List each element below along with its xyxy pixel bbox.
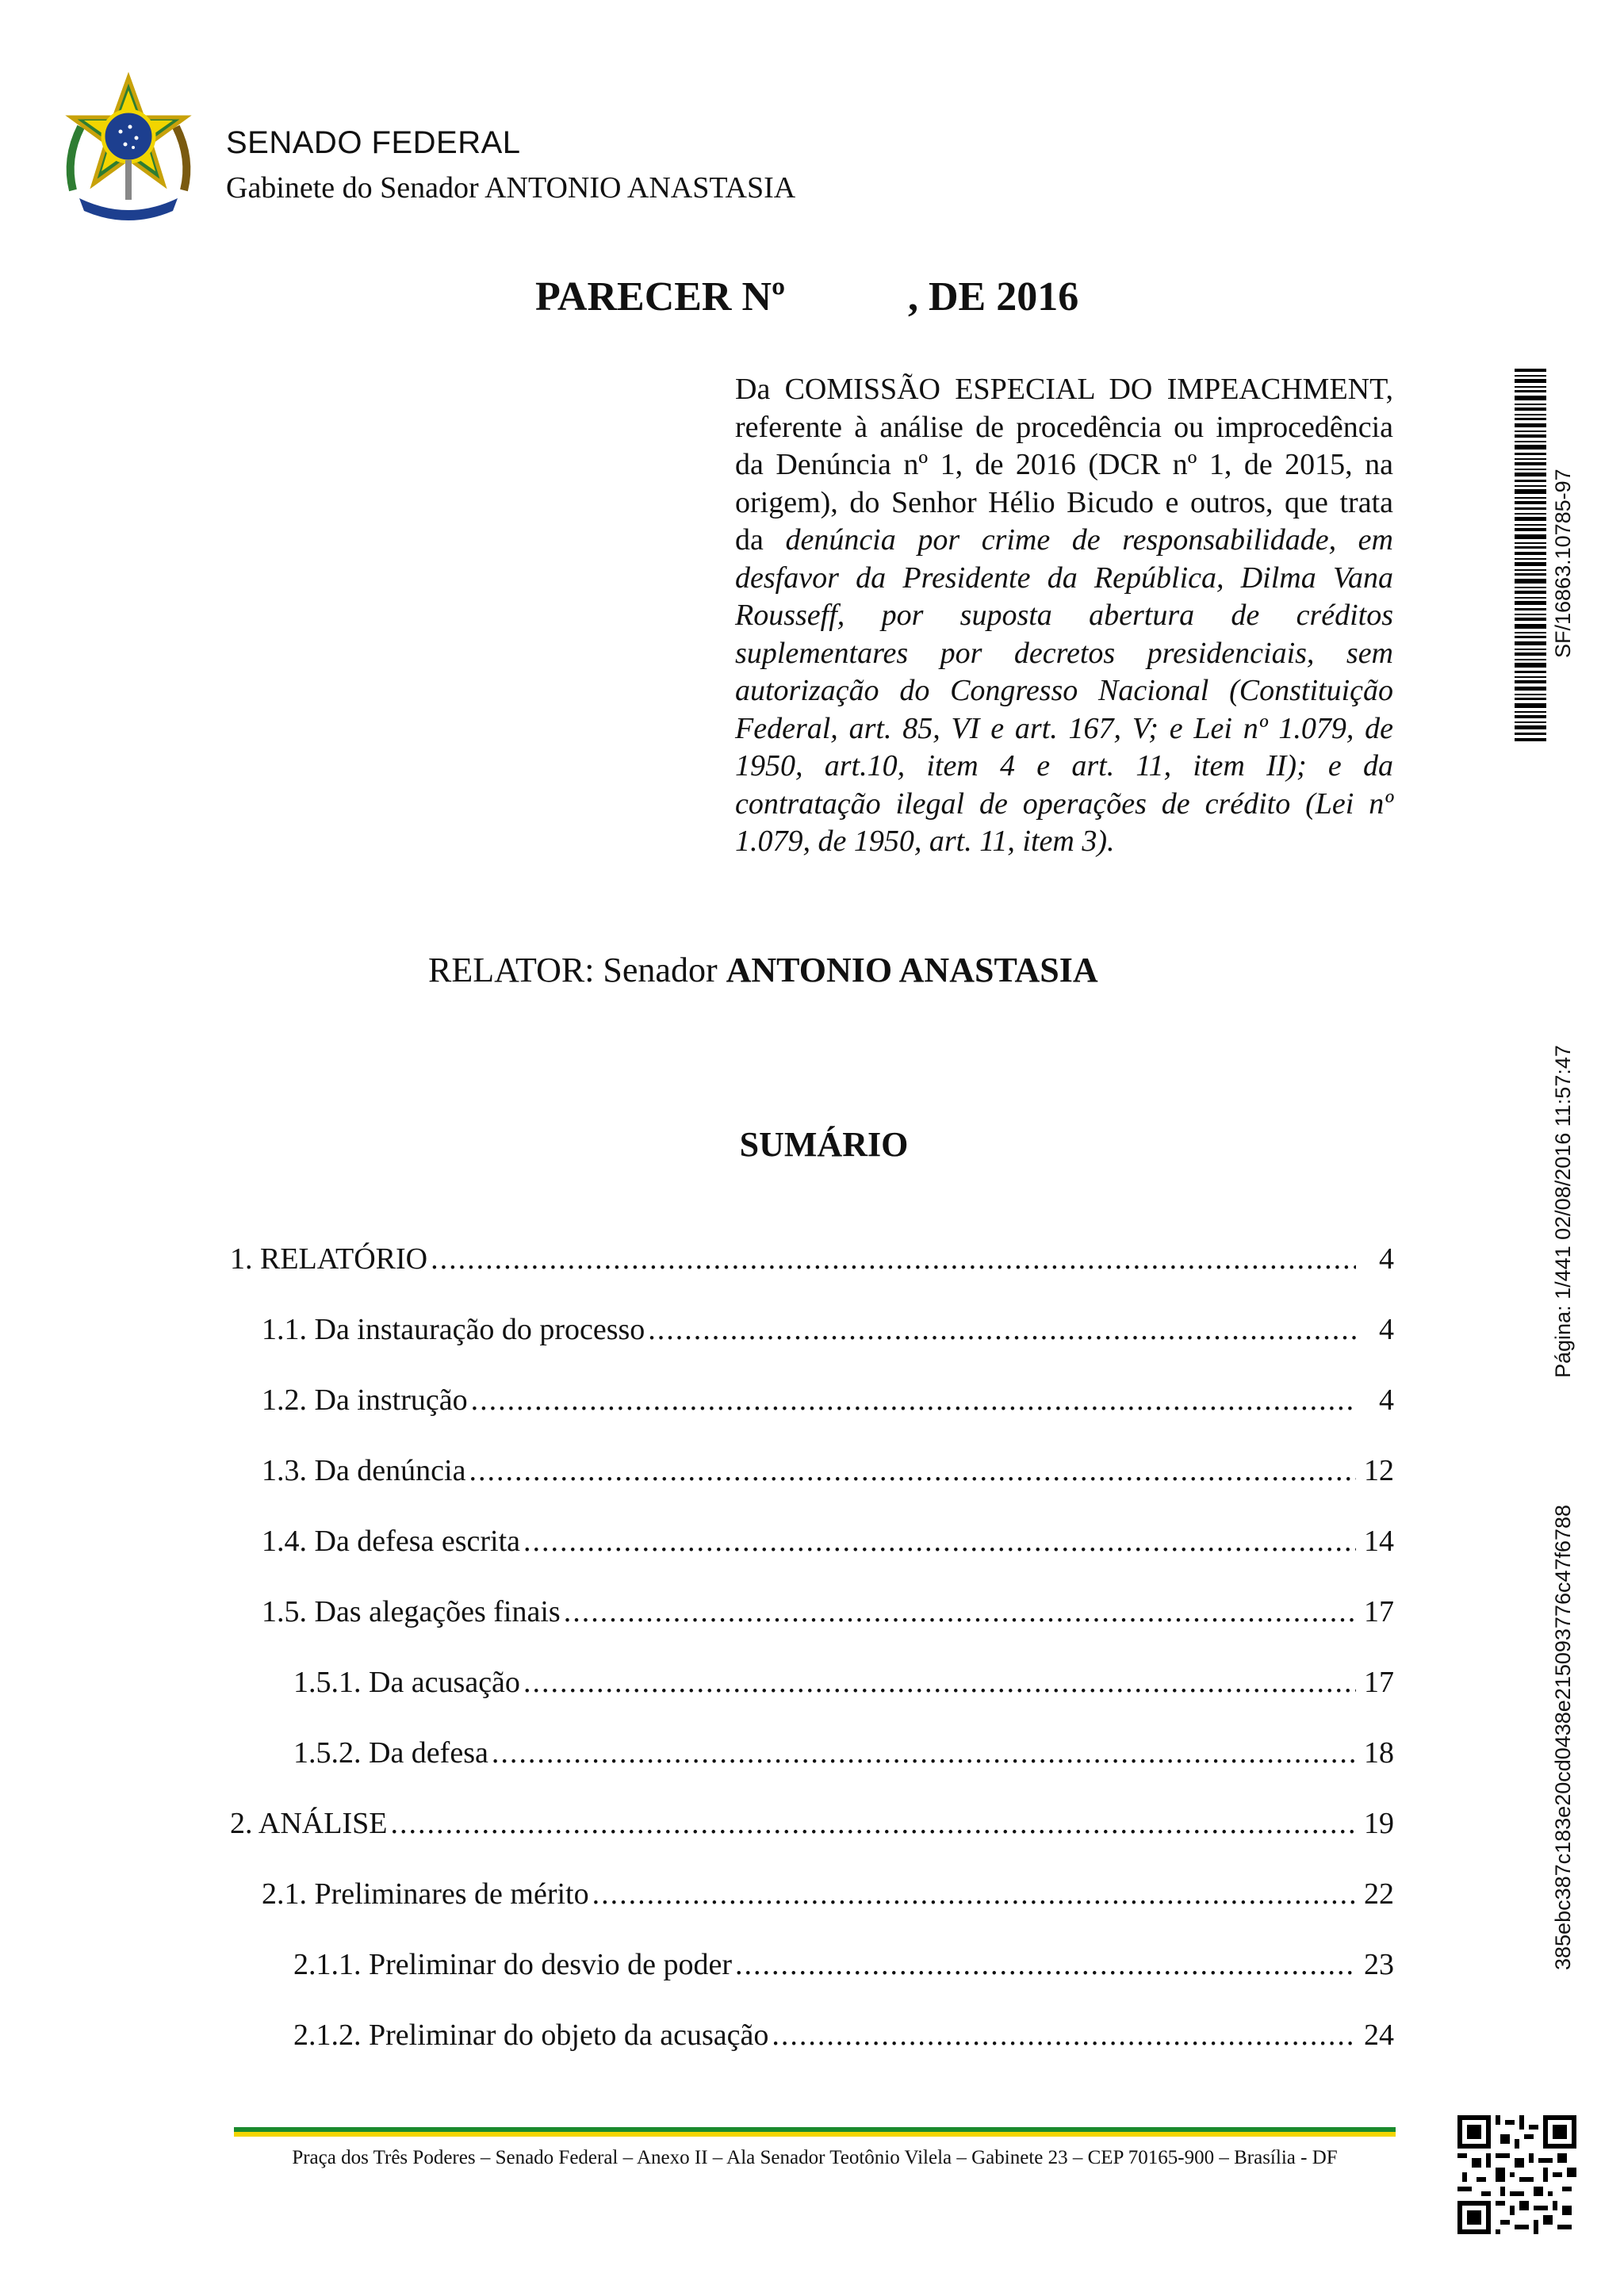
sumario-heading: SUMÁRIO	[739, 1125, 909, 1164]
toc-page: 4	[1379, 1242, 1394, 1276]
office-name: Gabinete do Senador ANTONIO ANASTASIA	[226, 171, 796, 205]
toc-page: 17	[1364, 1666, 1394, 1699]
toc-label: 2. ANÁLISE	[230, 1807, 388, 1840]
toc-label: 2.1. Preliminares de mérito	[262, 1877, 589, 1911]
toc-item	[230, 1805, 1394, 1876]
qr-code-icon	[1457, 2115, 1576, 2234]
title-number-label: PARECER Nº	[535, 274, 786, 320]
toc-item	[230, 1946, 1394, 2017]
relator-name: ANTONIO ANASTASIA	[726, 951, 1098, 989]
footer-flag-bar	[234, 2127, 1396, 2137]
toc-label: 1.5.1. Da acusação	[293, 1666, 520, 1699]
relator-line	[428, 950, 1098, 990]
coat-of-arms-icon	[57, 71, 200, 222]
toc-page: 4	[1379, 1383, 1394, 1417]
toc-label: 1.5. Das alegações finais	[262, 1595, 561, 1628]
toc-page: 17	[1364, 1595, 1394, 1628]
title-year: , DE 2016	[908, 274, 1079, 320]
toc-item	[230, 1523, 1394, 1594]
toc-page: 24	[1364, 2019, 1394, 2052]
toc-page: 14	[1364, 1525, 1394, 1558]
barcode-icon	[1515, 369, 1546, 741]
senate-name: SENADO FEDERAL	[226, 125, 521, 160]
ementa-plain-text: Da COMISSÃO ESPECIAL DO IMPEACHMENT, referente à análise de procedência ou improcedência da Denúncia nº 1, de 2016 (DCR nº 1, de 2015, na origem), do Senhor Hélio Bicudo e outros, que trata da	[735, 373, 1393, 557]
toc-item	[230, 1594, 1394, 1664]
toc-label: 1.5.2. Da defesa	[293, 1736, 488, 1770]
document-hash: 385ebc387c183e20cd0438e215093776c47f6788	[1551, 1504, 1575, 1970]
toc-page: 22	[1364, 1877, 1394, 1911]
document-code: SF/16863.10785-97	[1551, 469, 1575, 658]
toc-page: 12	[1364, 1454, 1394, 1487]
toc-item	[230, 1664, 1394, 1735]
toc-label: 1.2. Da instrução	[262, 1383, 468, 1417]
toc-item	[230, 1452, 1394, 1523]
toc-page: 23	[1364, 1948, 1394, 1981]
toc-item	[230, 1241, 1394, 1311]
toc-page: 19	[1364, 1807, 1394, 1840]
toc-label: 1.1. Da instauração do processo	[262, 1313, 645, 1346]
toc-item	[230, 1311, 1394, 1382]
relator-prefix: RELATOR: Senador	[428, 951, 726, 989]
footer-address: Praça dos Três Poderes – Senado Federal – Anexo II – Ala Senador Teotônio Vilela – Gabinete 23 – CEP 70165-900 – Brasília - DF	[292, 2147, 1338, 2168]
ementa-italic-text: denúncia por crime de responsabilidade, em desfavor da Presidente da República, Dilma Vana Rousseff, por suposta abertura de créditos suplementares por decretos presidenciais, sem autorização do Congresso Nacional (Constituição Federal, art. 85, VI e art. 167, V; e Lei nº 1.079, de 1950, art.10, item 4 e art. 11, item II); e da contratação ilegal de operações de crédito (Lei nº 1.079, de 1950, art. 11, item 3).	[735, 523, 1393, 858]
table-of-contents	[230, 1241, 1394, 2087]
toc-page: 4	[1379, 1313, 1394, 1346]
page-info: Página: 1/441 02/08/2016 11:57:47	[1551, 1045, 1575, 1378]
toc-label: 1. RELATÓRIO	[230, 1242, 428, 1276]
toc-item	[230, 1876, 1394, 1946]
toc-item	[230, 1735, 1394, 1805]
toc-label: 1.4. Da defesa escrita	[262, 1525, 521, 1558]
toc-label: 2.1.2. Preliminar do objeto da acusação	[293, 2019, 769, 2052]
toc-item	[230, 1382, 1394, 1452]
toc-label: 1.3. Da denúncia	[262, 1454, 466, 1487]
toc-label: 2.1.1. Preliminar do desvio de poder	[293, 1948, 733, 1981]
toc-item	[230, 2017, 1394, 2087]
toc-page: 18	[1364, 1736, 1394, 1770]
ementa-paragraph	[735, 371, 1393, 861]
